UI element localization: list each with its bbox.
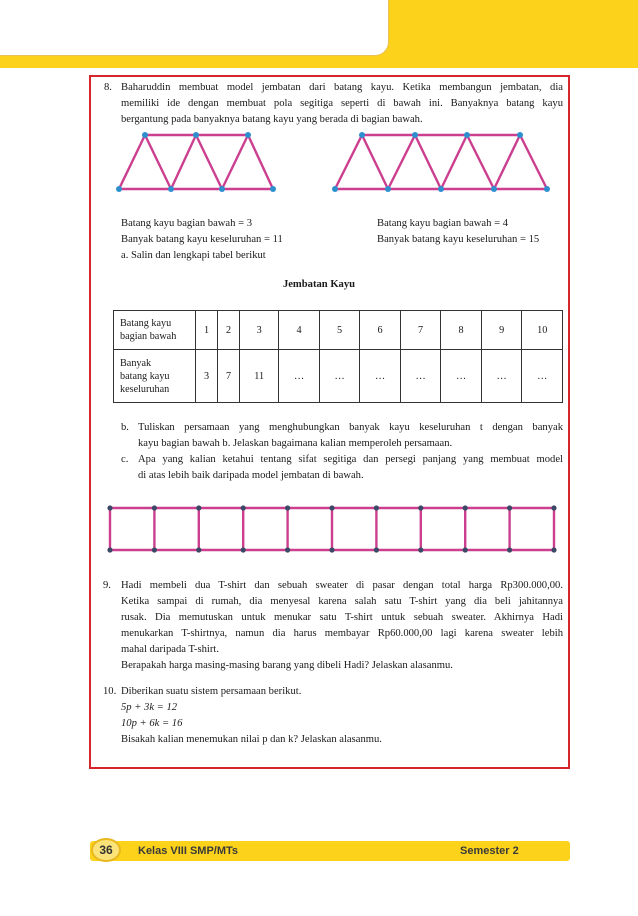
- q9-line-5: mahal daripada T-shirt.: [121, 644, 219, 655]
- q10-line-4: Bisakah kalian menemukan nilai p dan k? Jelaskan alasanmu.: [121, 734, 382, 745]
- table-cell: 1: [196, 311, 218, 350]
- header-text: keseluruhan: [120, 383, 170, 395]
- q8-line-1: Baharuddin membuat model jembatan dari batang kayu. Ketika membangun jembatan, dia: [121, 82, 563, 93]
- page-number: 36: [91, 838, 121, 862]
- table-cell: 4: [279, 311, 320, 350]
- table-cell: 6: [360, 311, 401, 350]
- table-title: Jembatan Kayu: [282, 279, 356, 290]
- rectangle-bridge: [104, 500, 564, 560]
- q10-number: 10.: [103, 686, 117, 697]
- q9-line-3: rusak. Dia memutuskan untuk menukar satu T-shirt untuk sebuah sweater. Akhirnya Hadi: [121, 612, 563, 623]
- q9-line-2: Ketika sampai di rumah, dia menyesal karena salah satu T-shirt yang dia beli jahitannya: [121, 596, 563, 607]
- part-b-line-2: kayu bagian bawah b. Jelaskan bagaimana kalian memperoleh persamaan.: [138, 438, 453, 449]
- q10-line-1: Diberikan suatu sistem persamaan berikut.: [121, 686, 302, 697]
- right-bottom-count: Batang kayu bagian bawah = 4: [377, 218, 508, 229]
- q9-line-6: Berapakah harga masing-masing barang yang dibeli Hadi? Jelaskan alasanmu.: [121, 660, 453, 671]
- table-row: [114, 350, 563, 403]
- q9-number: 9.: [103, 580, 111, 591]
- table-cell: 11: [240, 350, 279, 403]
- table-cell: …: [400, 350, 441, 403]
- table-cell: …: [360, 350, 401, 403]
- q10-equation-1: 5p + 3k = 12: [121, 702, 178, 713]
- right-total-count: Banyak batang kayu keseluruhan = 15: [377, 234, 540, 245]
- part-c-line-2: di atas lebih baik daripada model jembatan di bawah.: [138, 470, 364, 481]
- table-cell: 5: [319, 311, 360, 350]
- table-cell: …: [481, 350, 522, 403]
- part-c-label: c.: [121, 454, 129, 465]
- q8-number: 8.: [104, 82, 112, 93]
- triangle-bridge-4: [331, 127, 561, 197]
- table-cell: …: [319, 350, 360, 403]
- triangle-bridge-3: [115, 127, 295, 197]
- part-c-line-1: Apa yang kalian ketahui tentang sifat segitiga dan persegi panjang yang membuat model: [138, 454, 563, 465]
- row-header-total: [114, 350, 196, 403]
- header-text: bagian bawah: [120, 331, 177, 342]
- header-text: Batang kayu: [120, 318, 172, 329]
- jembatan-kayu-table: [113, 310, 563, 403]
- q10-equation-2: 10p + 6k = 16: [121, 718, 183, 729]
- header-card: [0, 0, 389, 56]
- part-b-line-1: Tuliskan persamaan yang menghubungkan banyak kayu keseluruhan t dengan banyak: [138, 422, 563, 433]
- part-b-label: b.: [121, 422, 129, 433]
- footer-semester-label: Semester 2: [460, 845, 519, 857]
- table-cell: 2: [218, 311, 240, 350]
- table-row: [114, 311, 563, 350]
- q8-line-3: bergantung pada banyaknya batang kayu yang berada di bagian bawah.: [121, 114, 423, 125]
- table-cell: 3: [240, 311, 279, 350]
- q9-line-4: menukarkan T-shirtnya, namun dia harus membayar Rp60.000,00 lagi karena sweater lebih: [121, 628, 563, 639]
- table-cell: 7: [218, 350, 240, 403]
- table-cell: 9: [481, 311, 522, 350]
- table-cell: …: [441, 350, 482, 403]
- table-cell: 10: [522, 311, 563, 350]
- table-cell: …: [279, 350, 320, 403]
- table-cell: …: [522, 350, 563, 403]
- left-bottom-count: Batang kayu bagian bawah = 3: [121, 218, 252, 229]
- header-text: batang kayu: [120, 370, 170, 382]
- part-a-instruction: a. Salin dan lengkapi tabel berikut: [121, 250, 266, 261]
- row-header-bottom: [114, 311, 196, 350]
- table-cell: 3: [196, 350, 218, 403]
- header-text: Banyak: [120, 357, 152, 369]
- left-total-count: Banyak batang kayu keseluruhan = 11: [121, 234, 283, 245]
- table-cell: 7: [400, 311, 441, 350]
- table-cell: 8: [441, 311, 482, 350]
- q9-line-1: Hadi membeli dua T-shirt dan sebuah sweater di pasar dengan total harga Rp300.000,00.: [121, 580, 563, 591]
- q8-line-2: memiliki ide dengan membuat pola segitiga seperti di bawah ini. Banyaknya batang kayu: [121, 98, 563, 109]
- footer-class-label: Kelas VIII SMP/MTs: [138, 845, 239, 857]
